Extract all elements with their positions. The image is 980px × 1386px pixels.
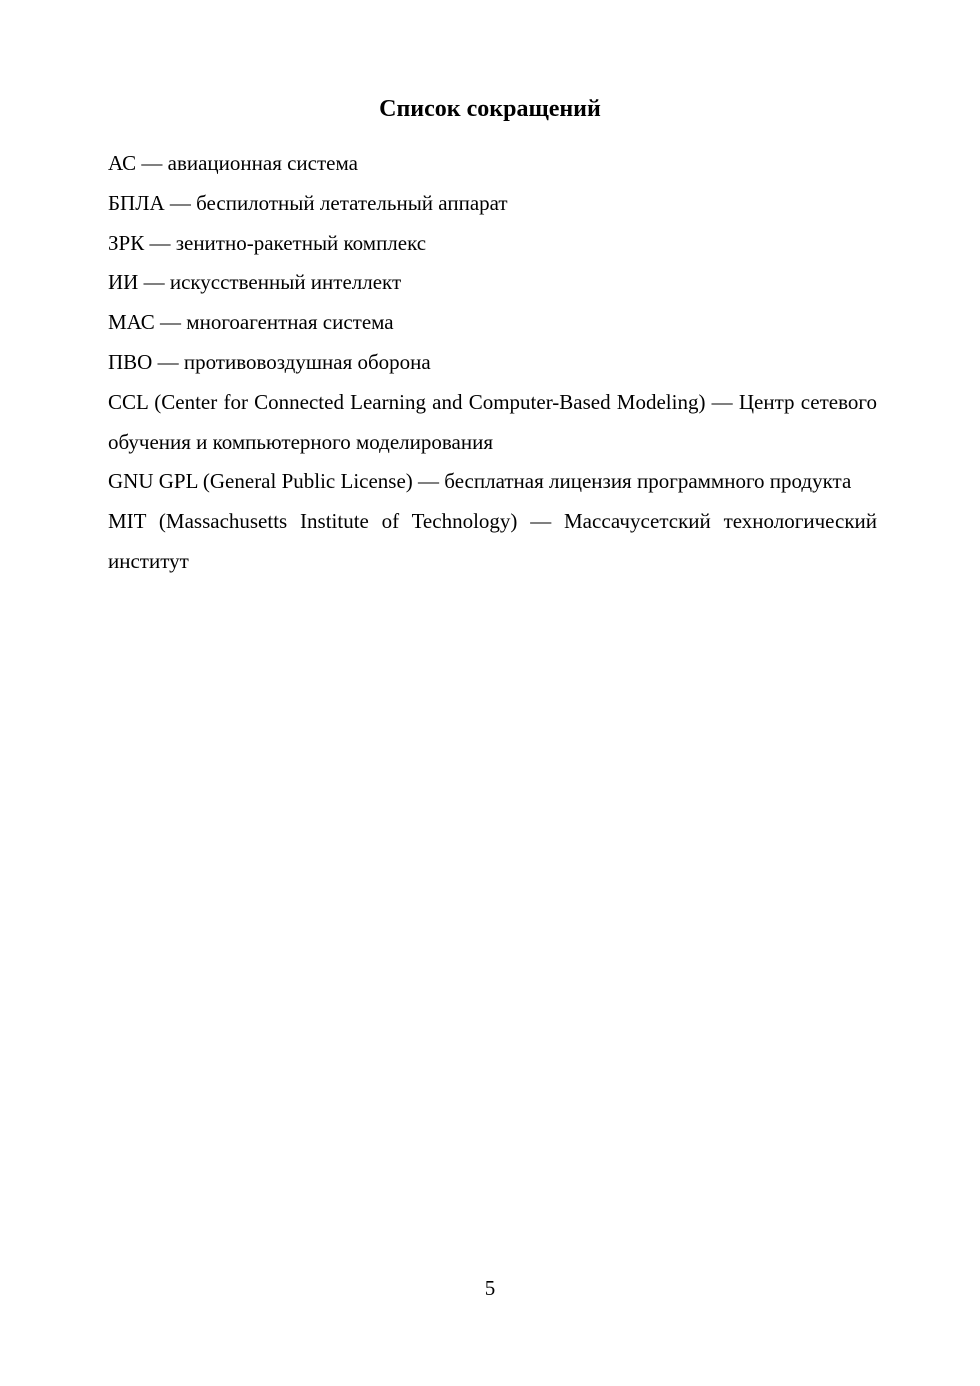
page-title: Список сокращений [379, 96, 601, 122]
abbreviation-entry-bpla: БПЛА — беспилотный летательный аппарат [108, 190, 508, 215]
abbreviation-entry-pvo: ПВО — противовоздушная оборона [108, 349, 431, 374]
abbreviation-entry-mit: MIT (Massachusetts Institute of Technology) — Массачусетский технологический институт [108, 509, 877, 573]
abbreviation-entry-gnu-gpl: GNU GPL (General Public License) — бесплатная лицензия программного продукта [108, 469, 852, 494]
abbreviation-entry-zrk: ЗРК — зенитно-ракетный комплекс [108, 230, 427, 255]
page-number: 5 [484, 1276, 496, 1300]
abbreviation-entry-mas: МАС — многоагентная система [108, 310, 394, 335]
abbreviation-list [108, 144, 877, 582]
abbreviation-entry-as: АС — авиационная система [108, 151, 358, 175]
abbreviation-entry-ccl: CCL (Center for Connected Learning and Computer-Based Modeling) — Центр сетевого обучения и компьютерного моделирования [108, 389, 877, 454]
abbreviation-entry-ii: ИИ — искусственный интеллект [108, 270, 402, 295]
